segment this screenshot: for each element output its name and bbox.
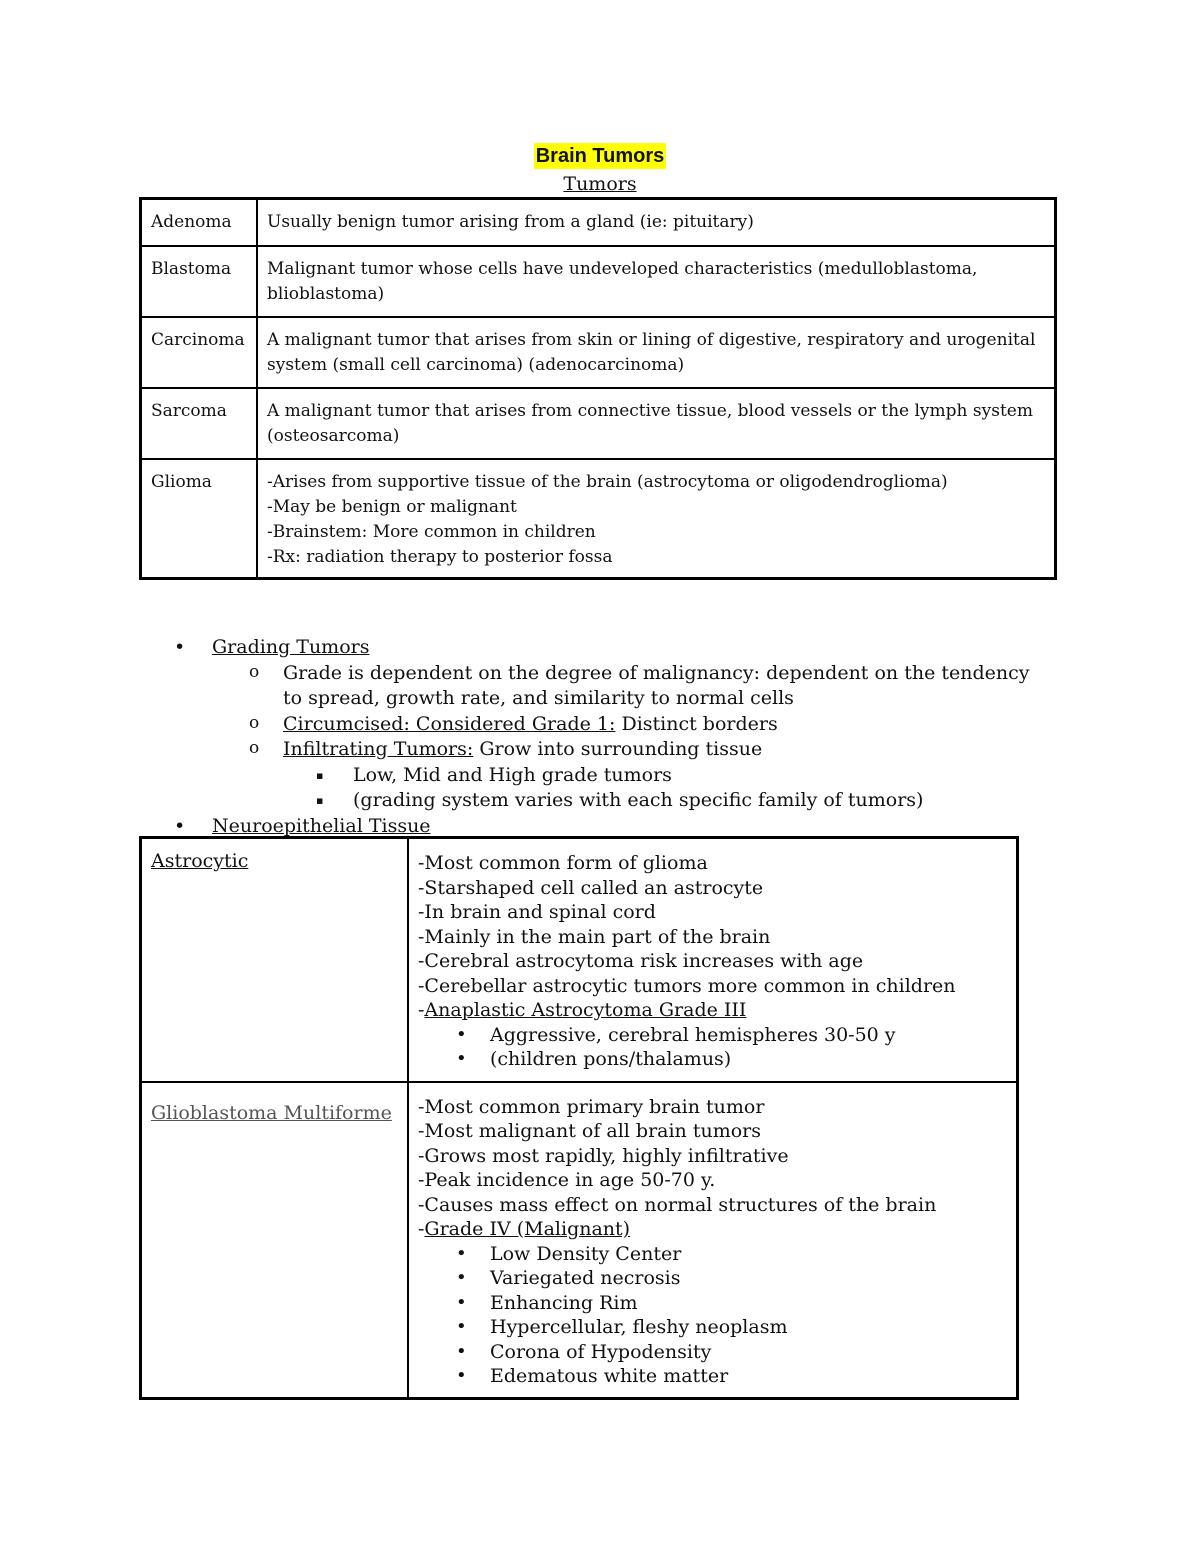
table-row bbox=[141, 317, 1056, 388]
description-line: -Starshaped cell called an astrocyte bbox=[418, 876, 764, 899]
bullet-text: (children pons/thalamus) bbox=[490, 1048, 732, 1070]
description-line: -Cerebral astrocytoma risk increases with age bbox=[418, 950, 864, 972]
term-cell: Glioma bbox=[141, 459, 258, 579]
grade-text: Grade is dependent on the degree of malignancy: dependent on the tendency to spread, growth rate, and similarity to normal cells bbox=[283, 661, 1030, 709]
definition-line: -May be benign or malignant bbox=[267, 496, 517, 517]
description-line: -Most common form of glioma bbox=[418, 852, 708, 874]
list-item bbox=[418, 1291, 1010, 1316]
bullet-text: Edematous white matter bbox=[490, 1365, 729, 1387]
title-row bbox=[0, 143, 1200, 169]
term-cell: Adenoma bbox=[141, 199, 258, 246]
bullet-icon: • bbox=[456, 1291, 467, 1313]
list-item bbox=[0, 635, 1200, 661]
circumcised-label: Circumcised: Considered Grade 1: bbox=[283, 712, 616, 735]
list-item bbox=[0, 788, 1200, 814]
bullet-text: Corona of Hypodensity bbox=[490, 1340, 712, 1363]
list-item bbox=[418, 1023, 1010, 1048]
grading-outline bbox=[0, 635, 1200, 839]
list-item bbox=[418, 1047, 1010, 1072]
description-cell bbox=[408, 838, 1018, 1082]
neuroepithelial-table bbox=[139, 836, 1019, 1400]
page-title: Brain Tumors bbox=[535, 145, 665, 167]
bullet-text: Variegated necrosis bbox=[490, 1267, 681, 1289]
definition-cell bbox=[257, 317, 1056, 388]
description-line: -Grows most rapidly, highly infiltrative bbox=[418, 1144, 789, 1167]
definition-line: Malignant tumor whose cells have undeveloped characteristics (medulloblastoma, bbox=[267, 258, 978, 279]
name-cell bbox=[141, 838, 409, 1082]
table-row bbox=[141, 459, 1056, 579]
neuro-heading: Neuroepithelial Tissue bbox=[212, 814, 431, 837]
definition-line: Usually benign tumor arising from a gland (ie: pituitary) bbox=[267, 212, 754, 232]
glioblastoma-name: Glioblastoma Multiforme bbox=[151, 1101, 392, 1124]
description-line: -In brain and spinal cord bbox=[418, 901, 656, 923]
term-cell: Sarcoma bbox=[141, 388, 258, 459]
table-row bbox=[141, 388, 1056, 459]
infiltrating-label: Infiltrating Tumors: bbox=[283, 738, 474, 760]
description-line: -Mainly in the main part of the brain bbox=[418, 925, 771, 948]
table-row bbox=[141, 246, 1056, 317]
grade-line bbox=[418, 1217, 1010, 1242]
square-bullet-icon: ▪ bbox=[316, 768, 324, 782]
grade-prefix: - bbox=[418, 999, 425, 1021]
description-line: -Peak incidence in age 50-70 y. bbox=[418, 1169, 716, 1191]
grade-prefix: - bbox=[418, 1218, 425, 1240]
list-item bbox=[418, 1242, 1010, 1267]
sub-item-text: (grading system varies with each specific family of tumors) bbox=[353, 789, 924, 811]
definition-cell bbox=[257, 388, 1056, 459]
table-row bbox=[141, 838, 1018, 1082]
subtitle-row bbox=[0, 171, 1200, 197]
definition-line: system (small cell carcinoma) (adenocarcinoma) bbox=[267, 354, 685, 375]
definition-cell bbox=[257, 459, 1056, 579]
list-item bbox=[418, 1340, 1010, 1365]
term-cell: Carcinoma bbox=[141, 317, 258, 388]
description-line: -Most malignant of all brain tumors bbox=[418, 1120, 761, 1142]
bullet-icon: • bbox=[456, 1340, 467, 1362]
list-item bbox=[0, 763, 1200, 789]
bullet-text: Hypercellular, fleshy neoplasm bbox=[490, 1316, 788, 1338]
list-item bbox=[418, 1266, 1010, 1291]
infiltrating-text: Grow into surrounding tissue bbox=[473, 738, 763, 760]
definition-cell bbox=[257, 199, 1056, 246]
list-item bbox=[0, 737, 1200, 763]
circle-bullet-icon: o bbox=[249, 712, 260, 733]
definition-line: A malignant tumor that arises from connective tissue, blood vessels or the lymph system bbox=[267, 400, 1033, 421]
table-row bbox=[141, 199, 1056, 246]
bullet-text: Aggressive, cerebral hemispheres 30-50 y bbox=[490, 1023, 896, 1046]
bullet-icon: • bbox=[456, 1048, 467, 1069]
definition-line: blioblastoma) bbox=[267, 283, 385, 304]
sub-item-text: Low, Mid and High grade tumors bbox=[353, 763, 672, 786]
circle-bullet-icon: o bbox=[249, 661, 260, 682]
bullet-icon: • bbox=[456, 1365, 467, 1386]
grading-heading: Grading Tumors bbox=[212, 636, 370, 658]
definition-line: -Arises from supportive tissue of the brain (astrocytoma or oligodendroglioma) bbox=[267, 471, 948, 492]
tumor-types-table bbox=[139, 197, 1057, 580]
grade-label: Grade IV (Malignant) bbox=[424, 1218, 631, 1240]
bullet-icon: • bbox=[174, 636, 186, 658]
definition-cell bbox=[257, 246, 1056, 317]
list-item bbox=[0, 712, 1200, 738]
bullet-icon: • bbox=[456, 1316, 467, 1337]
description-line: -Most common primary brain tumor bbox=[418, 1095, 765, 1118]
name-cell bbox=[141, 1082, 409, 1399]
bullet-text: Low Density Center bbox=[490, 1242, 682, 1265]
astrocytic-name: Astrocytic bbox=[151, 850, 249, 872]
list-item bbox=[0, 661, 1200, 712]
definition-line: (osteosarcoma) bbox=[267, 425, 400, 446]
description-cell bbox=[408, 1082, 1018, 1399]
bullet-text: Enhancing Rim bbox=[490, 1291, 638, 1314]
bullet-icon: • bbox=[456, 1267, 467, 1288]
description-line: -Causes mass effect on normal structures of the brain bbox=[418, 1193, 937, 1216]
definition-line: -Brainstem: More common in children bbox=[267, 521, 596, 542]
section-subtitle: Tumors bbox=[563, 173, 637, 195]
term-cell: Blastoma bbox=[141, 246, 258, 317]
list-item bbox=[418, 1315, 1010, 1340]
bullet-icon: • bbox=[456, 1242, 467, 1264]
grade-line bbox=[418, 998, 1010, 1023]
list-item bbox=[418, 1364, 1010, 1389]
table-row bbox=[141, 1082, 1018, 1399]
definition-line: A malignant tumor that arises from skin or lining of digestive, respiratory and urogenital bbox=[267, 329, 1036, 350]
description-line: -Cerebellar astrocytic tumors more common in children bbox=[418, 974, 956, 997]
definition-line: -Rx: radiation therapy to posterior fossa bbox=[267, 546, 613, 567]
bullet-icon: • bbox=[456, 1023, 467, 1045]
bullet-icon: • bbox=[174, 814, 186, 837]
circumcised-text: Distinct borders bbox=[615, 712, 778, 735]
circle-bullet-icon: o bbox=[249, 738, 260, 758]
square-bullet-icon: ▪ bbox=[316, 794, 324, 807]
grade-label: Anaplastic Astrocytoma Grade III bbox=[424, 999, 747, 1021]
